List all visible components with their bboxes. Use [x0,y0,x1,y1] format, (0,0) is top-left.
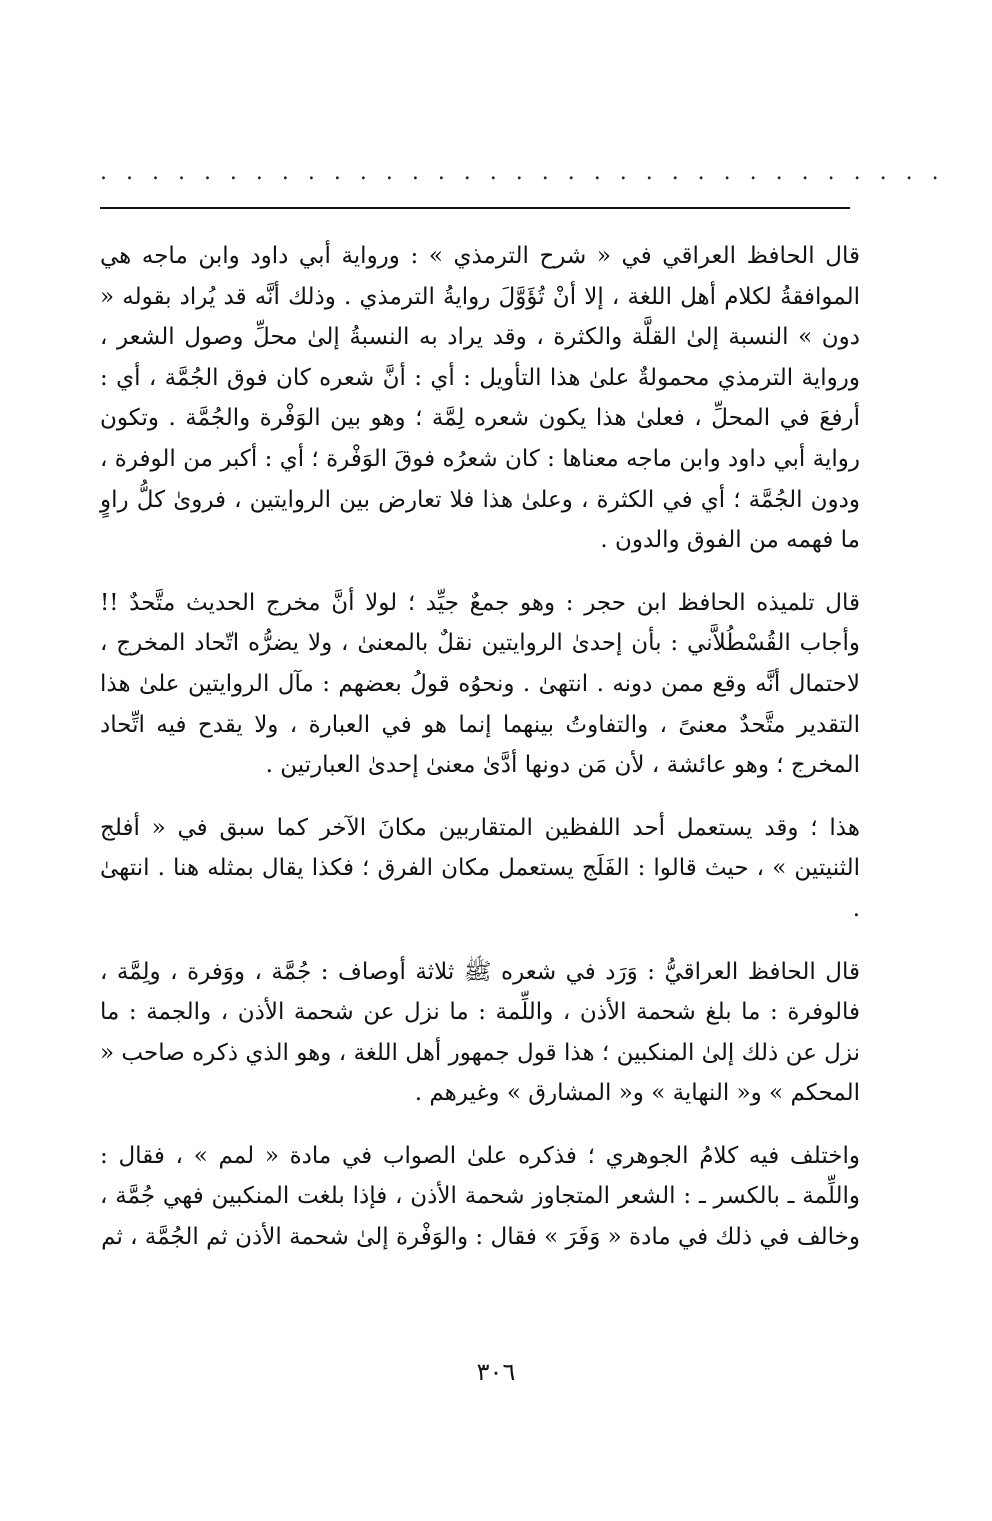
page-number: ٣٠٦ [476,1358,516,1386]
dotted-separator: . . . . . . . . . . . . . . . . . . . . . . . . . . . . . . . . . [100,160,945,185]
footnote-divider-line [100,207,850,209]
paragraph-2: قال تلميذه الحافظ ابن حجر : وهو جمعٌ جيِّد ؛ لولا أنَّ مخرج الحديث متَّحدٌ !! وأجاب القُسْطُلاَّني : بأن إحدىٰ الروايتين نقلٌ بالمعنىٰ ، ولا يضرُّه اتّحاد المخرج ، لاحتمال أنَّه وقع ممن دونه . انتهىٰ . ونحوُه قولُ بعضهم : مآل الروايتين علىٰ هذا التقدير متَّحدٌ معنىً ، والتفاوتُ بينهما إنما هو في العبارة ، ولا يقدح فيه اتِّحاد المخرج ؛ وهو عائشة ، لأن مَن دونها أدَّىٰ معنىٰ إحدىٰ العبارتين . [100,589,860,779]
page-body [100,236,860,1351]
paragraph-5: واختلف فيه كلامُ الجوهري ؛ فذكره علىٰ الصواب في مادة « لمم » ، فقال : واللِّمة ـ بالكسر ـ : الشعر المتجاوز شحمة الأذن ، فإذا بلغت المنكبين فهي جُمَّة ، وخالف في ذلك في مادة « وَفَرَ » فقال : والوَفْرة إلىٰ شحمة الأذن ثم الجُمَّة ، ثم [100,1142,860,1251]
paragraph-1: قال الحافظ العراقي في « شرح الترمذي » : ورواية أبي داود وابن ماجه هي الموافقةُ لكلام أهل اللغة ، إلا أنْ تُؤَوَّلَ روايةُ الترمذي . وذلك أنَّه قد يُراد بقوله « دون » النسبة إلىٰ القلَّة والكثرة ، وقد يراد به النسبةُ إلىٰ محلِّ وصول الشعر ، ورواية الترمذي محمولةٌ علىٰ هذا التأويل : أي : أنَّ شعره كان فوق الجُمَّة ، أي : أرفعَ في المحلِّ ، فعلىٰ هذا يكون شعره لِمَّة ؛ وهو بين الوَفْرة والجُمَّة . وتكون رواية أبي داود وابن ماجه معناها : كان شعرُه فوقَ الوَفْرة ؛ أي : أكبر من الوفرة ، ودون الجُمَّة ؛ أي في الكثرة ، وعلىٰ هذا فلا تعارض بين الروايتين ، فروىٰ كلُّ راوٍ ما فهمه من الفوق والدون . [100,243,860,554]
paragraph-4: قال الحافظ العراقيُّ : وَرَد في شعره ﷺ ثلاثة أوصاف : جُمَّة ، ووَفرة ، ولِمَّة ، فالوفرة : ما بلغ شحمة الأذن ، واللِّمة : ما نزل عن شحمة الأذن ، والجمة : ما نزل عن ذلك إلىٰ المنكبين ؛ هذا قول جمهور أهل اللغة ، وهو الذي ذكره صاحب « المحكم » و« النهاية » و« المشارق » وغيرهم . [100,958,860,1107]
paragraph-3: هذا ؛ وقد يستعمل أحد اللفظين المتقاربين مكانَ الآخر كما سبق في « أفلج الثنيتين » ، حيث قالوا : الفَلَج يستعمل مكان الفرق ؛ فكذا يقال بمثله هنا . انتهىٰ . [100,814,860,922]
